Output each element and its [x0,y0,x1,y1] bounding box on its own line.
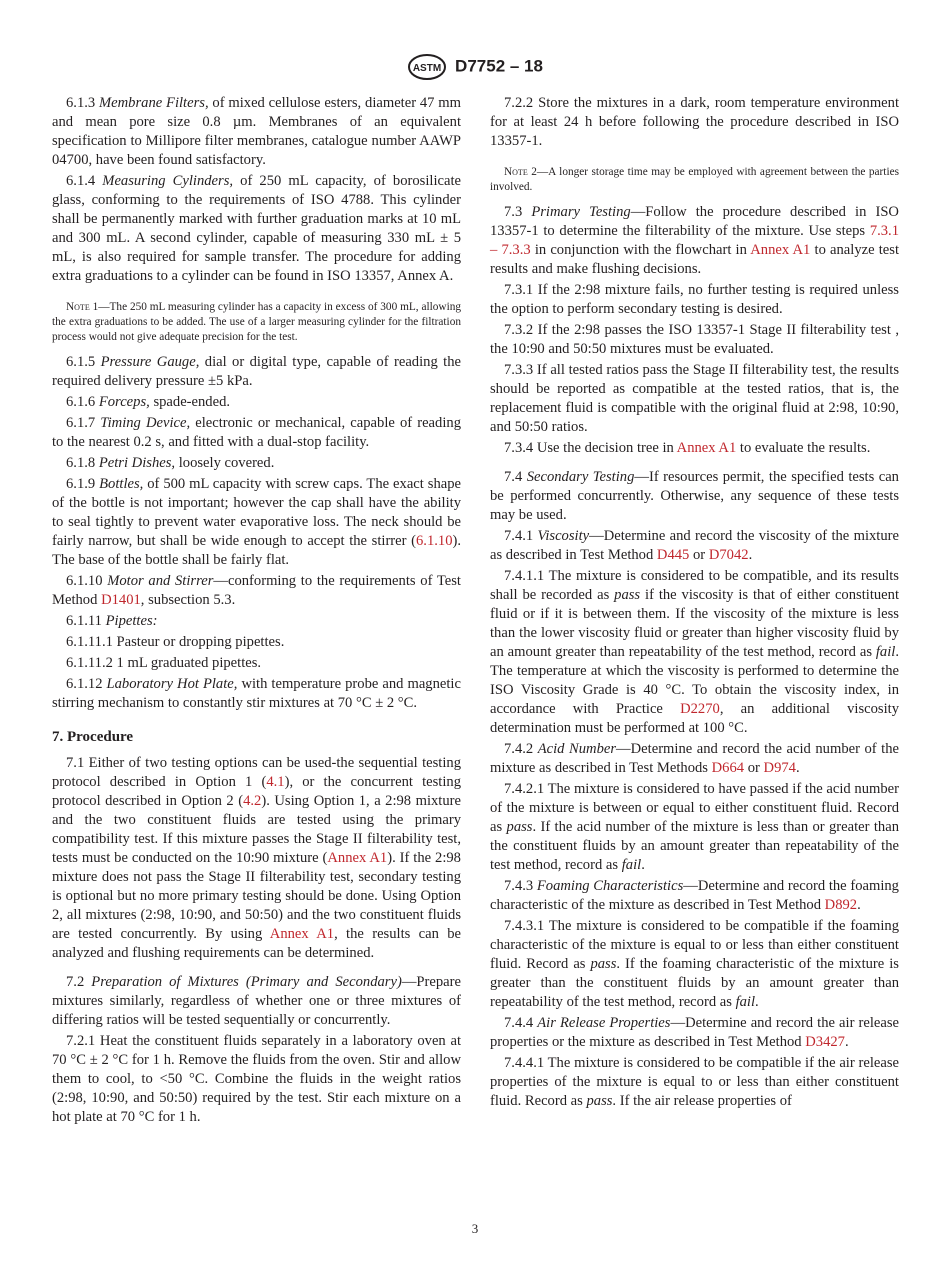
para-7-4-3: 7.4.3 Foaming Characteristics—Determine and record the foaming characteristic of the mixture as described in Test Method D892. [490,878,899,913]
ref-d892-link[interactable]: D892 [824,897,858,913]
para-7-3: 7.3 Primary Testing—Follow the procedure described in ISO 13357-1 to determine the filterability of the mixture. Use steps 7.3.1 – 7.3.3 in conjunction with the flowchart in Annex A1 to analyze test results and make flushing decisions. [490,204,900,277]
section-heading-procedure: 7. Procedure [52,729,134,745]
ref-d445-link[interactable]: D445 [656,547,690,563]
para-7-4: 7.4 Secondary Testing—If resources permit, the specified tests can be performed concurrently. Otherwise, any sequence of these tests may be used. [490,469,899,523]
ref-d1401-link[interactable]: D1401 [101,592,141,608]
ref-d7042-link[interactable]: D7042 [708,547,749,563]
ref-d664-link[interactable]: D664 [711,760,745,776]
ref-4-2-link[interactable]: 4.2 [243,793,262,809]
para-6-1-8: 6.1.8 Petri Dishes, loosely covered. [66,455,275,471]
para-6-1-12: 6.1.12 Laboratory Hot Plate, with temperature probe and magnetic stirring mechanism to constantly stir mixtures at 70 °C ± 2 °C. [52,676,461,711]
para-6-1-11-2: 6.1.11.2 1 mL graduated pipettes. [66,655,262,671]
ref-annex-a1-link[interactable]: Annex A1 [269,926,335,942]
para-6-1-4: 6.1.4 Measuring Cylinders, of 250 mL capacity, of borosilicate glass, conforming to the requirements of ISO 4788. This cylinder shall be permanently marked with further graduation marks at 10 mL and 300 mL. A second cylinder, capable of measuring 330 mL ± 5 mL, is also required for sample transfer. The procedure for adding extra graduations to a cylinder can be found in ISO 13357, Annex A. [52,173,461,284]
para-6-1-6: 6.1.6 Forceps, spade-ended. [66,394,231,410]
para-7-2: 7.2 Preparation of Mixtures (Primary and Secondary)—Prepare mixtures similarly, regardless of whether one or three mixtures of differing ratios will be tested sequentially or concurrently. [52,974,461,1028]
para-7-3-4: 7.3.4 Use the decision tree in Annex A1 to evaluate the results. [504,440,871,456]
para-6-1-7: 6.1.7 Timing Device, electronic or mechanical, capable of reading to the nearest 0.2 s, and fitted with a dual-stop facility. [52,415,461,450]
para-7-4-4-1: 7.4.4.1 The mixture is considered to be compatible if the air release properties of the mixture is equal to or less than either constituent fluid. Record as pass. If the air release properties of [490,1055,899,1109]
para-6-1-5: 6.1.5 Pressure Gauge, dial or digital type, capable of reading the required delivery pressure ±5 kPa. [52,354,461,389]
para-7-4-3-1: 7.4.3.1 The mixture is considered to be compatible if the foaming characteristic of the mixture is equal to or less than either constituent fluid. Record as pass. If the foaming characteristic of the mixture is greater than the constituent fluids by an amount greater than repeatability of the test method, record as fail. [490,918,899,1010]
para-6-1-3: 6.1.3 Membrane Filters, of mixed cellulose esters, diameter 47 mm and mean pore size 0.8 µm. Membranes of an equivalent specification to Millipore filter membranes, catalogue number AAWP 04700, have been found satisfactory. [52,95,461,168]
left-column [52,94,461,1129]
para-6-1-9: 6.1.9 Bottles, of 500 mL capacity with screw caps. The exact shape of the bottle is not important; however the cap shall have the ability to seal tightly to prevent water evaporative loss. The neck should be fairly narrow, but shall be wide enough to accept the stirrer (6.1.10). The base of the bottle shall be fairly flat. [52,476,461,568]
para-7-3-1: 7.3.1 If the 2:98 mixture fails, no further testing is required unless the option to perform secondary testing is desired. [490,282,899,317]
note-1: Note 1—The 250 mL measuring cylinder has a capacity in excess of 300 mL, allowing the extra graduations to be added. The use of a larger measuring cylinder for the filtration process would not give adequate precision for the test. [52,301,462,343]
ref-d974-link[interactable]: D974 [763,760,796,776]
ref-4-1-link[interactable]: 4.1 [266,774,285,790]
ref-annex-a1-link[interactable]: Annex A1 [676,440,737,456]
para-6-1-11: 6.1.11 Pipettes: [66,613,158,629]
para-7-4-1-1: 7.4.1.1 The mixture is considered to be compatible, and its results shall be recorded as pass if the viscosity is that of either constituent fluid or if it is between them. If the viscosity of the mixture is less than the lower viscosity fluid or greater than higher viscosity fluid by an amount greater than repeatability of the test method, record as fail. The temperature at which the viscosity is performed to determine the ISO Viscosity Grade is 40 °C. To obtain the viscosity index, in accordance with Practice D2270, an additional viscosity determination must be performed at 100 °C. [490,568,899,736]
page-number: 3 [471,1221,479,1236]
ref-7-3-steps-link[interactable]: 7.3.1 – 7.3.3 [490,223,899,258]
para-7-4-2-1: 7.4.2.1 The mixture is considered to have passed if the acid number of the mixture is between or equal to either constituent fluid. Record as pass. If the acid number of the mixture is less than or greater than the constituent fluids by an amount greater than repeatability of the test method, record as fail. [490,781,899,873]
ref-annex-a1-link[interactable]: Annex A1 [750,242,811,258]
page-header [0,54,950,80]
para-7-3-3: 7.3.3 If all tested ratios pass the Stage II filterability test, the results should be reported as compatible at the tested ratios, that is, the replacement fluid is compatible with the original fluid at 2:98, 10:90, and 50:50 ratios. [490,362,899,435]
astm-logo-icon [407,54,447,80]
para-7-4-2: 7.4.2 Acid Number—Determine and record the acid number of the mixture as described in Test Methods D664 or D974. [490,741,900,776]
para-7-3-2: 7.3.2 If the 2:98 passes the ISO 13357-1 Stage II filterability test , the 10:90 and 50:50 mixtures must be evaluated. [490,322,899,357]
document-designation: D7752 – 18 [455,56,543,76]
ref-6-1-10-link[interactable]: 6.1.10 [416,533,453,549]
svg-text:ASTM: ASTM [412,63,442,74]
note-2: Note 2—A longer storage time may be employed with agreement between the parties involved. [490,166,899,193]
right-column [490,94,899,1113]
para-7-4-4: 7.4.4 Air Release Properties—Determine and record the air release properties or the mixture as described in Test Method D3427. [490,1015,899,1050]
ref-d3427-link[interactable]: D3427 [805,1034,845,1050]
para-7-1: 7.1 Either of two testing options can be used-the sequential testing protocol described in Option 1 (4.1), or the concurrent testing protocol described in Option 2 (4.2). Using Option 1, a 2:98 mixture and the two constituent fluids are tested using the primary compatibility test. If this mixture passes the Stage II filterability test, tests must be conducted on the 10:90 mixture (Annex A1). If the 2:98 mixture does not pass the Stage II filterability test, secondary testing is optional but no more primary testing should be done. Using Option 2, all mixtures (2:98, 10:90, and 50:50) and the two constituent fluids are tested concurrently. By using Annex A1, the results can be analyzed and flushing requirements can be determined. [52,755,461,961]
para-6-1-11-1: 6.1.11.1 Pasteur or dropping pipettes. [66,634,285,650]
para-7-4-1: 7.4.1 Viscosity—Determine and record the viscosity of the mixture as described in Test Method D445 or D7042. [490,528,899,563]
ref-d2270-link[interactable]: D2270 [680,701,720,717]
ref-annex-a1-link[interactable]: Annex A1 [327,850,388,866]
para-7-2-2: 7.2.2 Store the mixtures in a dark, room temperature environment for at least 24 h before following the procedure described in ISO 13357-1. [490,95,899,149]
para-6-1-10: 6.1.10 Motor and Stirrer—conforming to the requirements of Test Method D1401, subsection 5.3. [52,573,461,608]
para-7-2-1: 7.2.1 Heat the constituent fluids separately in a laboratory oven at 70 °C ± 2 °C for 1 h. Remove the fluids from the oven. Stir and allow them to cool, to <50 °C. Combine the fluids in the weight ratios (2:98, 10:90, and 50:50) required by the test. Stir each mixture on a hot plate at 70 °C for 1 h. [52,1033,461,1125]
